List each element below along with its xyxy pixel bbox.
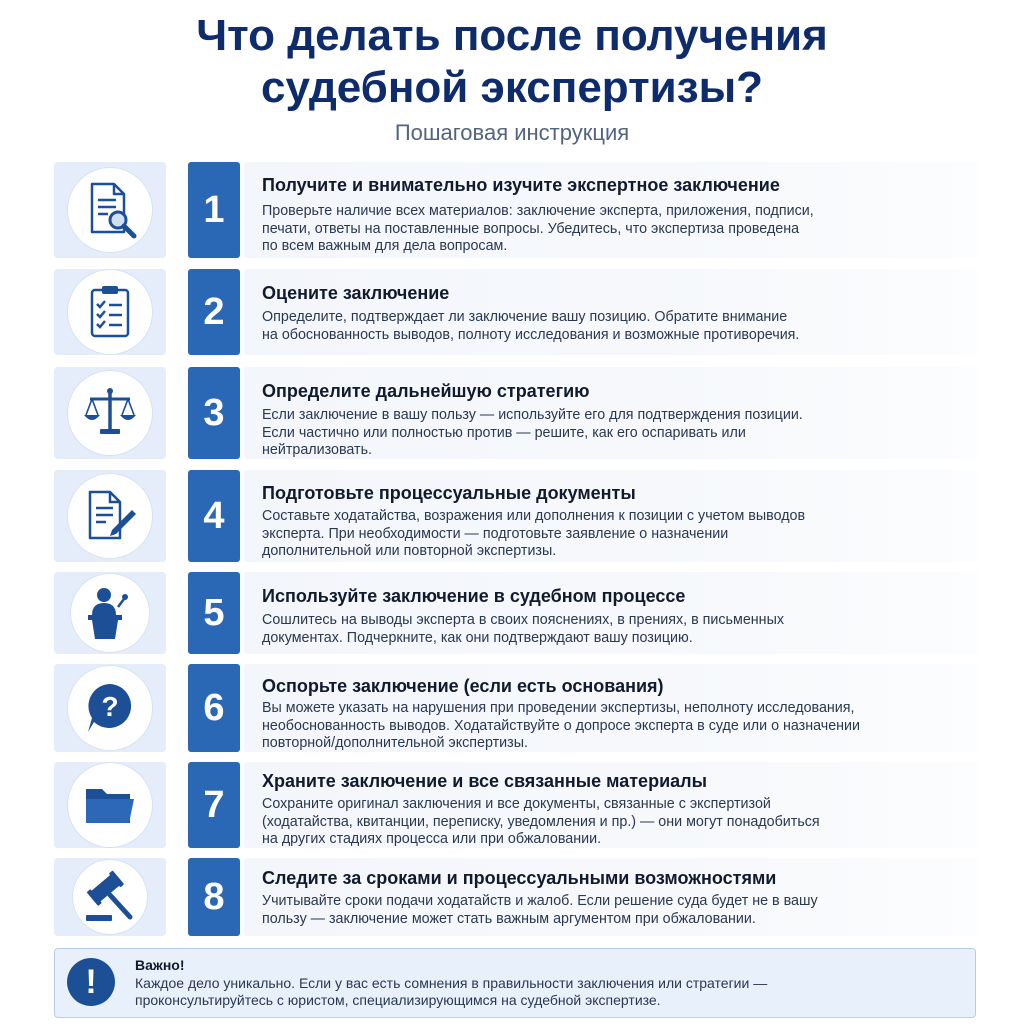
step-1-title: Получите и внимательно изучите экспертное заключение: [262, 175, 780, 195]
step-5-number: 5: [188, 572, 240, 654]
step-3-description: Если заключение в вашу пользу — используйте его для подтверждения позиции. Если частично или полностью против — решите, как его оспаривать или нейтрализовать.: [262, 407, 803, 458]
step-8-description: Учитывайте сроки подачи ходатайств и жалоб. Если решение суда будет не в вашу пользу — заключение может стать важным аргументом при обжаловании.: [262, 893, 818, 927]
step-1-description: Проверьте наличие всех материалов: заключение эксперта, приложения, подписи, печати, ответы на поставленные вопросы. Убедитесь, что экспертиза проведена по всем важным для дела вопросам.: [262, 203, 814, 254]
step-row-7: [0, 762, 1024, 848]
step-6-description: Вы можете указать на нарушения при проведении экспертизы, неполноту исследования, необоснованность выводов. Ходатайствуйте о допросе эксперта в суде или о назначении повторной/дополнительной экспертизы.: [262, 700, 861, 751]
step-2-number: 2: [188, 269, 240, 355]
step-row-5: [0, 572, 1024, 654]
step-8-card: [244, 858, 978, 936]
step-4-icon-box: [54, 470, 166, 562]
scales-icon: [80, 383, 140, 443]
step-3-card: [244, 367, 978, 459]
step-row-4: [0, 470, 1024, 562]
step-3-title: Определите дальнейшую стратегию: [262, 381, 590, 401]
step-7-number: 7: [188, 762, 240, 848]
step-7-description: Сохраните оригинал заключения и все документы, связанные с экспертизой (ходатайства, квитанции, переписку, уведомления и пр.) — они могут понадобиться на других стадиях процесса или при обжаловании.: [262, 796, 820, 847]
question-bubble-icon: [80, 678, 140, 738]
step-7-card: [244, 762, 978, 848]
folder-icon: [80, 775, 140, 835]
step-1-number: 1: [188, 162, 240, 258]
step-row-3: [0, 367, 1024, 459]
step-4-number: 4: [188, 470, 240, 562]
page-title: [0, 10, 1024, 114]
page-title-line-1: Что делать после получения: [196, 11, 828, 60]
step-7-icon-box: [54, 762, 166, 848]
step-4-title: Подготовьте процессуальные документы: [262, 483, 636, 503]
gavel-icon: [80, 867, 140, 927]
step-4-card: [244, 470, 978, 562]
svg-text:?: ?: [101, 691, 119, 722]
step-2-card: [244, 269, 978, 355]
step-5-description: Сошлитесь на выводы эксперта в своих пояснениях, в прениях, в письменных документах. Подчеркните, как они подтверждают вашу позицию.: [262, 612, 785, 646]
step-5-icon-box: [54, 572, 166, 654]
exclamation-icon: !: [67, 958, 115, 1006]
step-8-number: 8: [188, 858, 240, 936]
step-3-icon-box: [54, 367, 166, 459]
important-note: [54, 948, 976, 1018]
speaker-podium-icon: [80, 583, 140, 643]
step-row-8: [0, 858, 1024, 936]
step-3-number: 3: [188, 367, 240, 459]
step-2-icon-box: [54, 269, 166, 355]
page-subtitle: Пошаговая инструкция: [394, 120, 630, 145]
step-8-icon-box: [54, 858, 166, 936]
step-5-card: [244, 572, 978, 654]
important-title: Важно!: [135, 957, 185, 973]
step-8-title: Следите за сроками и процессуальными возможностями: [262, 868, 777, 888]
important-text: Каждое дело уникально. Если у вас есть сомнения в правильности заключения или стратегии — проконсультируйтесь с юристом, специализирующимся на судебной экспертизе.: [135, 975, 768, 1008]
step-4-description: Составьте ходатайства, возражения или дополнения к позиции с учетом выводов эксперта. При необходимости — подготовьте заявление о назначении дополнительной или повторной экспертизы.: [262, 508, 806, 559]
clipboard-checklist-icon: [80, 282, 140, 342]
document-pen-icon: [80, 486, 140, 546]
step-row-2: [0, 269, 1024, 355]
step-6-number: 6: [188, 664, 240, 752]
step-7-title: Храните заключение и все связанные материалы: [262, 771, 707, 791]
step-2-description: Определите, подтверждает ли заключение вашу позицию. Обратите внимание на обоснованность выводов, полноту исследования и возможные противоречия.: [262, 309, 800, 343]
step-6-title: Оспорьте заключение (если есть основания): [262, 676, 664, 696]
step-6-icon-box: [54, 664, 166, 752]
step-6-card: [244, 664, 978, 752]
page-title-line-2: судебной экспертизы?: [260, 63, 764, 112]
document-search-icon: [80, 180, 140, 240]
step-1-icon-box: [54, 162, 166, 258]
step-row-1: [0, 162, 1024, 258]
step-2-title: Оцените заключение: [262, 283, 450, 303]
step-row-6: [0, 664, 1024, 752]
step-5-title: Используйте заключение в судебном процессе: [262, 586, 686, 606]
step-1-card: [244, 162, 978, 258]
